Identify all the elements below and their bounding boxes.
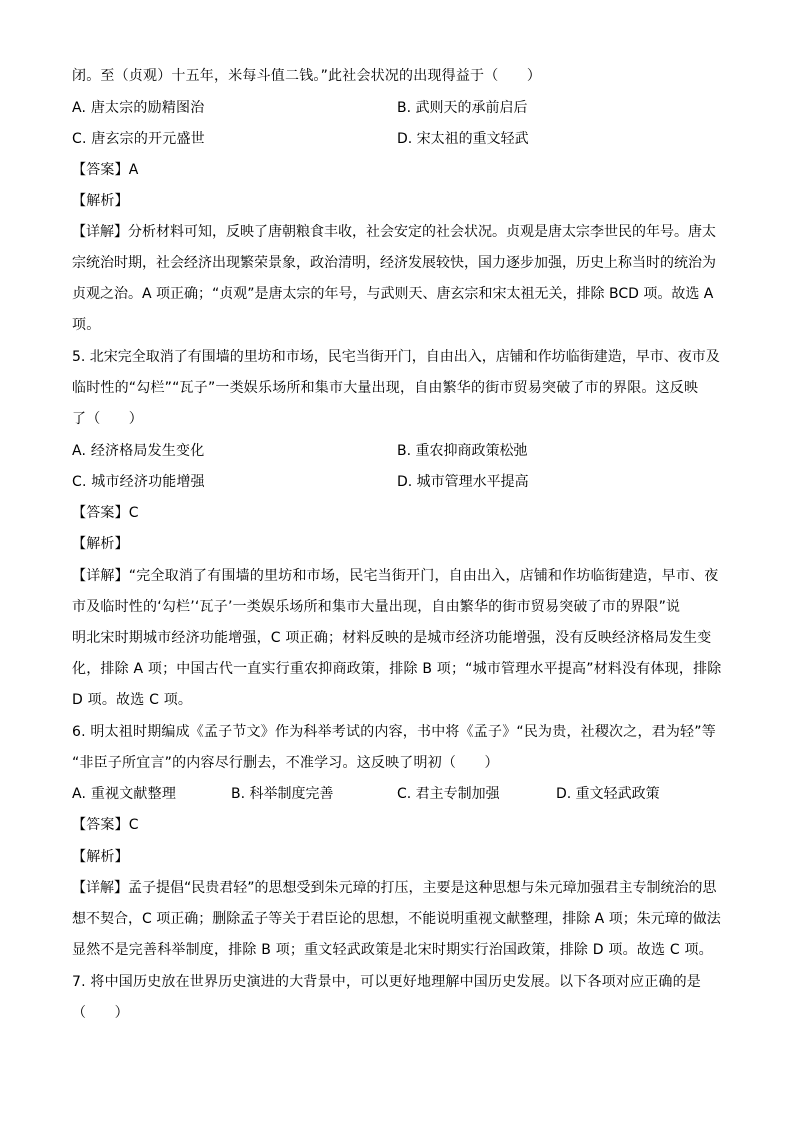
q5-option-c: C. 城市经济功能增强 — [72, 474, 205, 490]
q5-detail-line: 市及临时性的‘勾栏’‘瓦子’一类娱乐场所和集市大量出现，自由繁华的街市贸易突破了市的界限”说 — [72, 599, 681, 615]
q5-stem-line: 临时性的“勾栏”“瓦子”一类娱乐场所和集市大量出现，自由繁华的街市贸易突破了市的界限。这反映 — [72, 380, 699, 396]
q4-detail-line: 【详解】分析材料可知，反映了唐朝粮食丰收，社会安定的社会状况。贞观是唐太宗李世民的年号。唐太 — [72, 224, 716, 240]
q5-option-d: D. 城市管理水平提高 — [397, 474, 529, 490]
q5-analysis-heading: 【解析】 — [72, 536, 129, 552]
q7-stem-line: 7. 将中国历史放在世界历史演进的大背景中，可以更好地理解中国历史发展。以下各项对应正确的是 — [72, 974, 702, 990]
q6-stem-line: “非臣子所宜言”的内容尽行删去，不准学习。这反映了明初（ ） — [72, 755, 499, 771]
q4-option-a: A. 唐太宗的励精图治 — [72, 100, 205, 116]
q5-option-a: A. 经济格局发生变化 — [72, 443, 205, 459]
q5-stem-line: 5. 北宋完全取消了有围墙的里坊和市场，民宅当街开门，自由出入，店铺和作坊临街建造，早市、夜市及 — [72, 349, 720, 365]
q4-detail-line: 项。 — [72, 317, 101, 333]
q6-option-c: C. 君主专制加强 — [397, 786, 500, 802]
q5-detail-line: 化，排除 A 项；中国古代一直实行重农抑商政策，排除 B 项；“城市管理水平提高”材料没有体现，排除 — [72, 661, 722, 677]
q6-option-a: A. 重视文献整理 — [72, 786, 177, 802]
q4-stem-tail: 闭。至（贞观）十五年，米每斗值二钱。”此社会状况的出现得益于（ ） — [72, 68, 542, 84]
q6-detail-line: 【详解】孟子提倡“民贵君轻”的思想受到朱元璋的打压，主要是这种思想与朱元璋加强君主专制统治的思 — [72, 880, 717, 896]
q4-detail-line: 宗统治时期，社会经济出现繁荣景象，政治清明，经济发展较快，国力逐步加强，历史上称当时的统治为 — [72, 255, 716, 271]
q7-stem-line: （ ） — [72, 1005, 129, 1021]
q5-answer: 【答案】C — [72, 505, 139, 521]
q5-stem-line: 了（ ） — [72, 411, 143, 427]
q5-detail-line: 【详解】“完全取消了有围墙的里坊和市场，民宅当街开门，自由出入，店铺和作坊临街建造，早市、夜 — [72, 568, 719, 584]
q6-stem-line: 6. 明太祖时期编成《孟子节文》作为科举考试的内容，书中将《孟子》“民为贵，社稷次之，君为轻”等 — [72, 724, 716, 740]
q6-detail-line: 显然不是完善科举制度，排除 B 项；重文轻武政策是北宋时期实行治国政策，排除 D 项。故选 C 项。 — [72, 942, 713, 958]
q4-detail-line: 贞观之治。A 项正确；“贞观”是唐太宗的年号，与武则天、唐玄宗和宋太祖无关，排除 BCD 项。故选 A — [72, 286, 714, 302]
q4-option-d: D. 宋太祖的重文轻武 — [397, 131, 529, 147]
q5-detail-line: 明北宋时期城市经济功能增强，C 项正确；材料反映的是城市经济功能增强，没有反映经济格局发生变 — [72, 630, 712, 646]
q5-detail-line: D 项。故选 C 项。 — [72, 692, 193, 708]
q6-option-d: D. 重文轻武政策 — [556, 786, 660, 802]
q4-option-b: B. 武则天的承前启后 — [397, 100, 528, 116]
q4-option-c: C. 唐玄宗的开元盛世 — [72, 131, 205, 147]
q6-detail-line: 想不契合，C 项正确；删除孟子等关于君臣论的思想，不能说明重视文献整理，排除 A 项；朱元璋的做法 — [72, 911, 721, 927]
q6-answer: 【答案】C — [72, 817, 139, 833]
q5-option-b: B. 重农抑商政策松弛 — [397, 443, 528, 459]
q4-answer: 【答案】A — [72, 162, 139, 178]
q4-analysis-heading: 【解析】 — [72, 193, 129, 209]
q6-analysis-heading: 【解析】 — [72, 849, 129, 865]
q6-option-b: B. 科举制度完善 — [231, 786, 334, 802]
